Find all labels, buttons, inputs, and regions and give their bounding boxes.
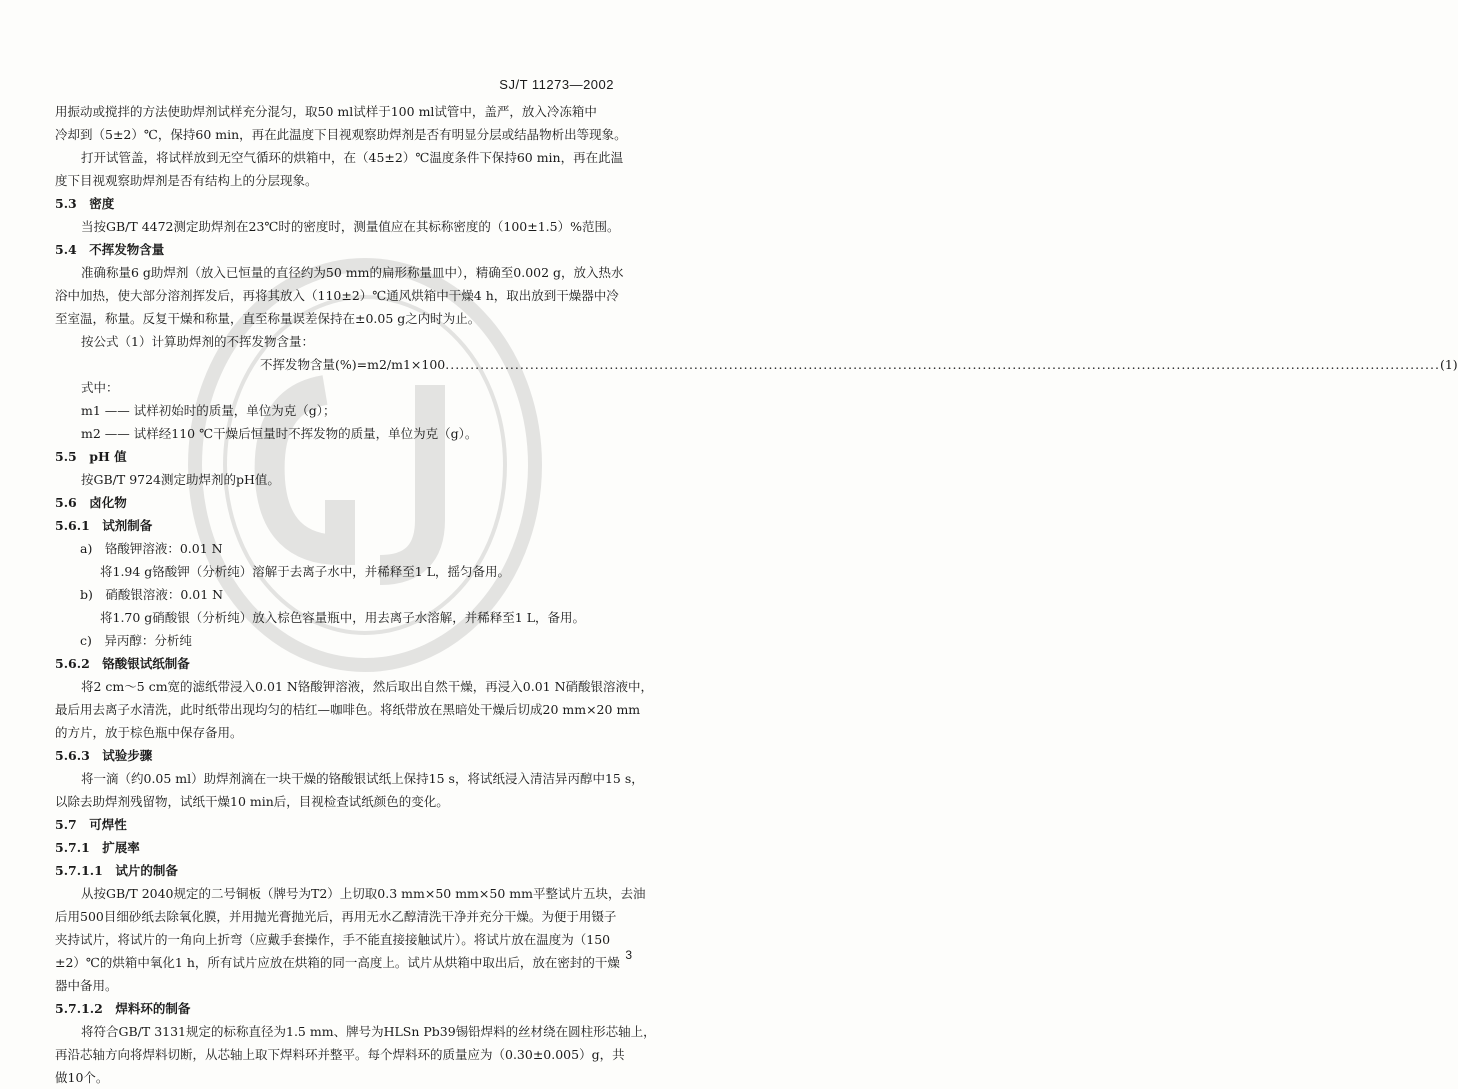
text-line: 当按GB/T 4472测定助焊剂在23℃时的密度时，测量值应在其标称密度的（100±1.5）%范围。 xyxy=(81,219,620,234)
text-line: 夹持试片，将试片的一角向上折弯（应戴手套操作，手不能直接接触试片）。将试片放在温度为（150 xyxy=(55,932,611,947)
text-line: 式中： xyxy=(81,380,119,395)
text-line: 将符合GB/T 3131规定的标称直径为1.5 mm、牌号为HLSn Pb39锡铅焊料的丝材绕在圆柱形芯轴上， xyxy=(81,1024,656,1039)
text-line: c) 异丙醇：分析纯 xyxy=(80,633,192,648)
section-heading: 5.4 不挥发物含量 xyxy=(55,242,165,257)
section-heading: 5.6.3 试验步骤 xyxy=(55,748,153,763)
text-line: a) 铬酸钾溶液：0.01 N xyxy=(80,541,223,556)
text-line: 度下目视观察助焊剂是否有结构上的分层现象。 xyxy=(55,173,318,188)
page-number: 3 xyxy=(625,948,632,962)
formula-leader-dots: ........................................................................................................................................................................................................ xyxy=(445,357,1440,372)
text-line: 最后用去离子水清洗，此时纸带出现均匀的桔红—咖啡色。将纸带放在黑暗处干燥后切成20 mm×20 mm xyxy=(55,702,641,717)
section-heading: 5.6.1 试剂制备 xyxy=(55,518,153,533)
section-heading: 5.5 pH 值 xyxy=(55,449,127,464)
text-line: 将2 cm～5 cm宽的滤纸带浸入0.01 N铬酸钾溶液，然后取出自然干燥，再浸入0.01 N硝酸银溶液中， xyxy=(81,679,654,694)
text-line: 再沿芯轴方向将焊料切断，从芯轴上取下焊料环并整平。每个焊料环的质量应为（0.30±0.005）g，共 xyxy=(55,1047,625,1062)
text-line: 冷却到（5±2）℃，保持60 min，再在此温度下目视观察助焊剂是否有明显分层或结晶物析出等现象。 xyxy=(55,127,627,142)
formula-number: (1) xyxy=(1439,357,1458,372)
section-heading: 5.7.1 扩展率 xyxy=(55,840,140,855)
formula-line xyxy=(55,353,1458,376)
text-line: 浴中加热，使大部分溶剂挥发后，再将其放入（110±2）℃通风烘箱中干燥4 h，取出放到干燥器中冷 xyxy=(55,288,619,303)
text-line: 打开试管盖，将试样放到无空气循环的烘箱中，在（45±2）℃温度条件下保持60 min，再在此温 xyxy=(81,150,624,165)
text-line: 至室温，称量。反复干燥和称量，直至称量误差保持在±0.05 g之内时为止。 xyxy=(55,311,481,326)
text-line: 按公式（1）计算助焊剂的不挥发物含量： xyxy=(81,334,314,349)
text-line: m1 —— 试样初始时的质量，单位为克（g）； xyxy=(81,403,336,418)
text-line: 按GB/T 9724测定助焊剂的pH值。 xyxy=(81,472,280,487)
formula-text: 不挥发物含量(%)=m2/m1×100 xyxy=(260,357,446,372)
standard-code: SJ/T 11273—2002 xyxy=(499,77,614,92)
text-line: 做10个。 xyxy=(55,1070,109,1085)
text-line: 用振动或搅拌的方法使助焊剂试样充分混匀，取50 ml试样于100 ml试管中，盖严，放入冷冻箱中 xyxy=(55,104,597,119)
text-line: 将一滴（约0.05 ml）助焊剂滴在一块干燥的铬酸银试纸上保持15 s，将试纸浸入清洁异丙醇中15 s， xyxy=(81,771,644,786)
text-line: 的方片，放于棕色瓶中保存备用。 xyxy=(55,725,243,740)
document-body xyxy=(55,100,1458,1089)
text-line: 将1.94 g铬酸钾（分析纯）溶解于去离子水中，并稀释至1 L，摇匀备用。 xyxy=(100,564,511,579)
text-line: m2 —— 试样经110 ℃干燥后恒量时不挥发物的质量，单位为克（g）。 xyxy=(81,426,478,441)
section-heading: 5.7 可焊性 xyxy=(55,817,127,832)
text-line: 从按GB/T 2040规定的二号铜板（牌号为T2）上切取0.3 mm×50 mm×50 mm平整试片五块，去油 xyxy=(81,886,646,901)
text-line: 将1.70 g硝酸银（分析纯）放入棕色容量瓶中，用去离子水溶解，并稀释至1 L，备用。 xyxy=(100,610,586,625)
text-line: ±2）℃的烘箱中氧化1 h，所有试片应放在烘箱的同一高度上。试片从烘箱中取出后，放在密封的干燥 xyxy=(55,955,620,970)
text-line: 器中备用。 xyxy=(55,978,118,993)
section-heading: 5.6 卤化物 xyxy=(55,495,127,510)
section-heading: 5.3 密度 xyxy=(55,196,115,211)
text-line: b) 硝酸银溶液：0.01 N xyxy=(80,587,224,602)
section-heading: 5.7.1.1 试片的制备 xyxy=(55,863,178,878)
text-line: 准确称量6 g助焊剂（放入已恒量的直径约为50 mm的扁形称量皿中），精确至0.002 g，放入热水 xyxy=(81,265,624,280)
text-line: 后用500目细砂纸去除氧化膜，并用抛光膏抛光后，再用无水乙醇清洗干净并充分干燥。为便于用镊子 xyxy=(55,909,617,924)
section-heading: 5.6.2 铬酸银试纸制备 xyxy=(55,656,190,671)
text-line: 以除去助焊剂残留物，试纸干燥10 min后，目视检查试纸颜色的变化。 xyxy=(55,794,449,809)
section-heading: 5.7.1.2 焊料环的制备 xyxy=(55,1001,191,1016)
